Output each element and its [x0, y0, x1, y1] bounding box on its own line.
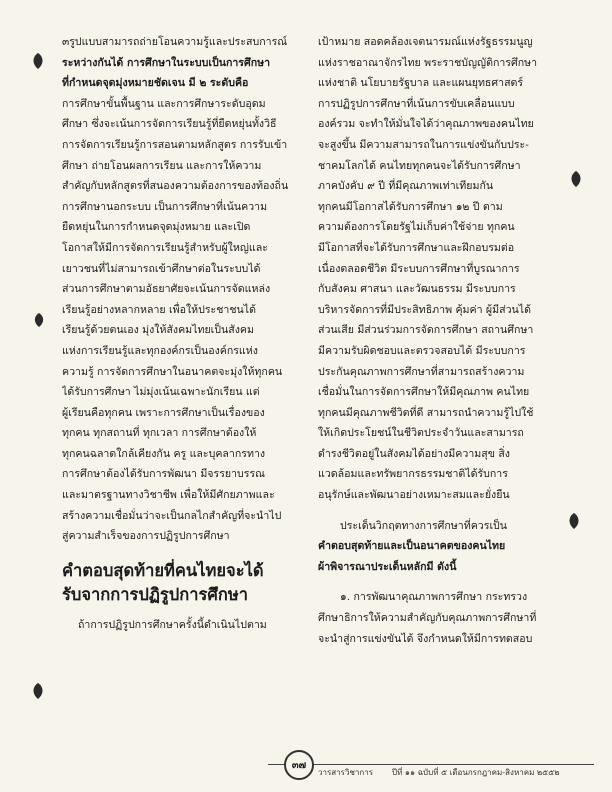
text-line: ถ้าการปฏิรูปการศึกษาครั้งนี้ดำเนินไปตาม — [78, 618, 267, 631]
text-line: ผู้เรียนคือทุกคน เพราะการศึกษาเป็นเรื่องของ — [62, 406, 265, 419]
text-line: กับสังคม ศาสนา และวัฒนธรรม มีระบบการ — [318, 283, 516, 296]
leaf-ornament-icon — [568, 170, 584, 188]
text-line: เยาวชนที่ไม่สามารถเข้าศึกษาต่อในระบบได้ — [62, 262, 261, 275]
text-line: มีความรับผิดชอบและตรวจสอบได้ มีระบบการ — [318, 344, 526, 357]
text-line: ได้รับการศึกษา ไม่มุ่งเน้นเฉพาะนักเรียน แต่ — [62, 386, 260, 399]
text-line: ส่วนเสีย มีส่วนร่วมการจัดการศึกษา สถานศึกษา — [318, 324, 534, 337]
text-line: ๓รูปแบบสามารถถ่ายโอนความรู้และประสบการณ์ — [62, 36, 288, 48]
text-line: คำตอบสุดท้ายและเป็นอนาคตของคนไทย — [318, 540, 506, 553]
right-paragraph-3 — [318, 587, 558, 649]
text-line: ทุกคนฉลาดใกล้เคียงกัน ครู และบุคลากรทาง — [62, 447, 266, 460]
spacer — [62, 547, 290, 557]
text-line: บริหารจัดการที่มีประสิทธิภาพ คุ้มค่า ผู้มีส่วนได้ — [318, 303, 531, 316]
text-line: แห่งการเรียนรู้และทุกองค์กรเป็นองค์กรแห่ง — [62, 344, 258, 357]
text-line: อนุรักษ์และพัฒนาอย่างเหมาะสมและยั่งยืน — [318, 489, 510, 502]
text-line: เรียนรู้อย่างหลากหลาย เพื่อให้ประชาชนได้ — [62, 303, 256, 316]
text-line: สำคัญกับหลักสูตรที่สนองความต้องการของท้องถิ่น — [62, 180, 289, 193]
left-column — [62, 32, 290, 635]
text-line: ความต้องการโดยรัฐไม่เก็บค่าใช้จ่าย ทุกคน — [318, 221, 515, 234]
text-line: ความรู้ การจัดการศึกษาในอนาคตจะมุ่งให้ทุกคน — [62, 365, 283, 378]
issue-info: ปีที่ ๑๑ ฉบับที่ ๕ เดือนกรกฎาคม-สิงหาคม ๒๕๕๒ — [392, 768, 560, 777]
text-line: สร้างความเชื่อมั่นว่าจะเป็นกลไกสำคัญที่จะนำไป — [62, 509, 282, 522]
text-line: ศึกษา ถ่ายโอนผลการเรียน และการให้ความ — [62, 159, 262, 172]
text-line: การจัดการเรียนรู้การสอนตามหลักสูตร การรับเข้า — [62, 138, 288, 151]
text-line: การศึกษาขั้นพื้นฐาน และการศึกษาระดับอุดม — [62, 97, 266, 110]
text-line: แห่งชาติ นโยบายรัฐบาล และแผนยุทธศาสตร์ — [318, 77, 524, 90]
text-line: ชาคมโลกได้ คนไทยทุกคนจะได้รับการศึกษา — [318, 159, 521, 172]
heading-line: คำตอบสุดท้ายที่คนไทยจะได้ — [62, 560, 264, 580]
text-line: ประเด็นวิกฤตทางการศึกษาที่ควรเป็น — [340, 519, 508, 532]
leaf-ornament-icon — [30, 52, 46, 70]
right-paragraph-2 — [318, 516, 558, 578]
spacer — [318, 577, 558, 587]
text-line: เชื่อมั่นในการจัดการศึกษาให้มีคุณภาพ คนไทย — [318, 386, 530, 399]
text-line: การศึกษาต้องได้รับการพัฒนา มีจรรยาบรรณ — [62, 468, 265, 481]
leaf-ornament-icon — [566, 512, 582, 530]
text-line: มีโอกาสที่จะได้รับการศึกษาและฝึกอบรมต่อ — [318, 241, 515, 254]
text-line: เรียนรู้ด้วยตนเอง มุ่งให้สังคมไทยเป็นสังคม — [62, 324, 254, 337]
text-line: โอกาสให้มีการจัดการเรียนรู้สำหรับผู้ใหญ่และ — [62, 241, 268, 254]
text-line: ดำรงชีวิตอยู่ในสังคมได้อย่างมีความสุข สิ่ง — [318, 447, 510, 460]
text-line: ผ้าพิจารณาประเด็นหลักมี ดังนี้ — [318, 560, 457, 573]
text-line: แวดล้อมและทรัพยากรธรรมชาติได้รับการ — [318, 468, 508, 481]
text-line: เนื่องตลอดชีวิต มีระบบการศึกษาที่บูรณาการ — [318, 262, 520, 275]
leaf-ornament-icon — [30, 682, 46, 700]
page-number: ๓๗ — [291, 759, 307, 771]
text-line: ทุกคนมีโอกาสได้รับการศึกษา ๑๒ ปี ตาม — [318, 200, 503, 213]
text-line: การศึกษานอกระบบ เป็นการศึกษาที่เน้นความ — [62, 200, 268, 213]
text-line: จะสูงขึ้น มีความสามารถในการแข่งขันกับประ- — [318, 138, 529, 151]
text-line: เป้าหมาย สอดคล้องเจตนารมณ์แห่งรัฐธรรมนูญ — [318, 36, 533, 48]
text-line: องค์รวม จะทำให้มั่นใจได้ว่าคุณภาพของคนไทย — [318, 118, 534, 131]
leaf-ornament-icon — [32, 312, 46, 328]
text-line: ๑. การพัฒนาคุณภาพการศึกษา กระทรวง — [340, 591, 528, 604]
spacer — [318, 506, 558, 516]
text-line: ภาคบังคับ ๙ ปี ที่มีคุณภาพเท่าเทียมกัน — [318, 180, 494, 193]
heading-line: รับจากการปฏิรูปการศึกษา — [62, 584, 248, 604]
text-line: ประกันคุณภาพการศึกษาที่สามารถสร้างความ — [318, 365, 525, 378]
right-column — [318, 32, 558, 649]
journal-name: วารสารวิชาการ — [318, 768, 373, 777]
right-body-text — [318, 32, 558, 506]
text-line: ยืดหยุ่นในการกำหนดจุดมุ่งหมาย และเปิด — [62, 221, 251, 234]
section-heading — [62, 559, 290, 607]
text-line: จะนำสู่การแข่งขันได้ จึงกำหนดให้มีการทดสอบ — [318, 632, 533, 645]
text-line: ศึกษา ซึ่งจะเน้นการจัดการเรียนรู้ที่ยืดหยุ่นทั้งวิธี — [62, 118, 277, 131]
text-line: ระหว่างกันได้ การศึกษาในระบบเป็นการศึกษา — [62, 56, 271, 69]
page-number-badge — [284, 750, 314, 780]
text-line: ส่วนการศึกษาตามอัธยาศัยจะเน้นการจัดแหล่ง — [62, 283, 271, 296]
left-body-text — [62, 32, 290, 547]
text-line: การปฏิรูปการศึกษาที่เน้นการขับเคลื่อนแบบ — [318, 97, 515, 110]
text-line: แห่งราชอาณาจักรไทย พระราชบัญญัติการศึกษา — [318, 56, 538, 69]
text-line: สู่ความสำเร็จของการปฏิรูปการศึกษา — [62, 530, 230, 543]
text-line: ทุกคนมีคุณภาพชีวิตที่ดี สามารถนำความรู้ไปใช้ — [318, 406, 534, 419]
footer-rule — [268, 764, 594, 765]
text-line: ทุกคน ทุกสถานที่ ทุกเวลา การศึกษาต้องให้ — [62, 427, 257, 440]
text-line: ศึกษาธิการให้ความสำคัญกับคุณภาพการศึกษาที่ — [318, 612, 537, 625]
text-line: ที่กำหนดจุดมุ่งหมายชัดเจน มี ๒ ระดับคือ — [62, 77, 249, 90]
text-line: ให้เกิดประโยชน์ในชีวิตประจำวันและสามารถ — [318, 427, 524, 440]
text-line: และมาตรฐานทางวิชาชีพ เพื่อให้มีศักยภาพและ — [62, 489, 275, 502]
